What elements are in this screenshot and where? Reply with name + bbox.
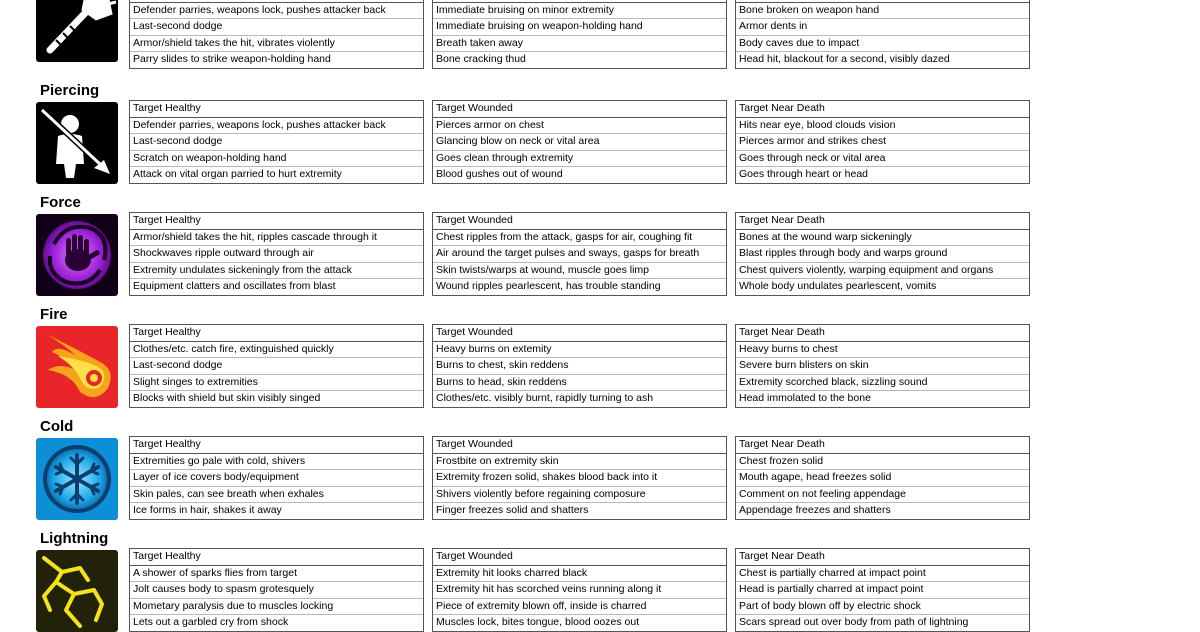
table-row: Mometary paralysis due to muscles locking (130, 599, 423, 616)
table-row: Mouth agape, head freezes solid (736, 470, 1029, 487)
table-row: Goes through neck or vital area (736, 151, 1029, 168)
table-row: Equipment clatters and oscillates from blast (133, 280, 336, 292)
section-title: Fire (40, 306, 68, 323)
table-row: Hits near eye, blood clouds vision (736, 118, 1029, 135)
section-title: Cold (40, 418, 74, 435)
section-title: Force (40, 194, 81, 211)
table-row: Defender parries, weapons lock, pushes attacker back (130, 118, 423, 135)
table-row: Armor/shield takes the hit, vibrates violently (130, 36, 423, 53)
table-row: Layer of ice covers body/equipment (130, 470, 423, 487)
table-row: Blood gushes out of wound (436, 168, 563, 180)
table-target-near-death (735, 100, 1030, 184)
table-row: Last-second dodge (130, 358, 423, 375)
table-row: Chest frozen solid (736, 454, 1029, 471)
table-row: Frostbite on extremity skin (433, 454, 726, 471)
table-target-wounded (432, 436, 727, 520)
table-target-healthy (129, 324, 424, 408)
table-row: Burns to chest, skin reddens (433, 358, 726, 375)
fireball-icon (36, 326, 118, 408)
table-row: Finger freezes solid and shatters (436, 504, 589, 516)
table-row: Extremities go pale with cold, shivers (130, 454, 423, 471)
column-header: Target Wounded (433, 325, 726, 342)
column-header: Target Near Death (736, 101, 1029, 118)
table-row: Heavy burns on extemity (433, 342, 726, 359)
table-row: Head hit, blackout for a second, visibly dazed (739, 53, 950, 65)
table-row: Muscles lock, bites tongue, blood oozes out (436, 616, 640, 628)
table-row: Lets out a garbled cry from shock (133, 616, 289, 628)
table-row: Head is partially charred at impact point (736, 582, 1029, 599)
column-header: Target Near Death (736, 213, 1029, 230)
table-row: Breath taken away (433, 36, 726, 53)
table-row: Air around the target pulses and sways, gasps for breath (433, 246, 726, 263)
table-row: Extremity hit looks charred black (433, 566, 726, 583)
column-header: Target Healthy (130, 325, 423, 342)
table-row: Ice forms in hair, shakes it away (133, 504, 282, 516)
table-row: Severe burn blisters on skin (736, 358, 1029, 375)
table-row: Parry slides to strike weapon-holding hand (133, 53, 331, 65)
table-row: Clothes/etc. visibly burnt, rapidly turning to ash (436, 392, 654, 404)
column-header: Target Healthy (130, 549, 423, 566)
table-target-near-death (735, 548, 1030, 632)
column-header: Target Near Death (736, 437, 1029, 454)
table-target-healthy (129, 212, 424, 296)
table-row: Chest is partially charred at impact point (736, 566, 1029, 583)
table-target-near-death (735, 0, 1030, 69)
table-row: Armor dents in (736, 19, 1029, 36)
table-row: Pierces armor on chest (433, 118, 726, 135)
table-row: Goes through heart or head (739, 168, 869, 180)
table-row: Extremity undulates sickeningly from the attack (130, 263, 423, 280)
table-row: Bone broken on weapon hand (736, 3, 1029, 20)
table-target-wounded (432, 0, 727, 69)
column-header: Target Near Death (736, 549, 1029, 566)
force-hand-icon (36, 214, 118, 296)
section-title: Piercing (40, 82, 100, 99)
table-row: Extremity scorched black, sizzling sound (736, 375, 1029, 392)
column-header: Target Wounded (433, 101, 726, 118)
snowflake-icon (36, 438, 118, 520)
table-row: Body caves due to impact (736, 36, 1029, 53)
table-row: Glancing blow on neck or vital area (433, 134, 726, 151)
column-header: Target Wounded (433, 549, 726, 566)
column-header: Target Healthy (130, 437, 423, 454)
table-row: Goes clean through extremity (433, 151, 726, 168)
table-row: Wound ripples pearlescent, has trouble standing (436, 280, 661, 292)
table-target-healthy (129, 436, 424, 520)
lightning-icon (36, 550, 118, 632)
table-row: Attack on vital organ parried to hurt extremity (133, 168, 342, 180)
table-row: Extremity frozen solid, shakes blood back into it (433, 470, 726, 487)
table-row: Last-second dodge (130, 134, 423, 151)
column-header: Target Wounded (433, 437, 726, 454)
table-target-healthy (129, 548, 424, 632)
table-row: Jolt causes body to spasm grotesquely (130, 582, 423, 599)
table-row: Armor/shield takes the hit, ripples cascade through it (130, 230, 423, 247)
table-target-wounded (432, 548, 727, 632)
table-row: Skin twists/warps at wound, muscle goes limp (433, 263, 726, 280)
table-row: Immediate bruising on weapon-holding hand (433, 19, 726, 36)
table-row: Clothes/etc. catch fire, extinguished quickly (130, 342, 423, 359)
table-row: Chest ripples from the attack, gasps for air, coughing fit (433, 230, 726, 247)
table-row: Appendage freezes and shatters (739, 504, 891, 516)
table-target-wounded (432, 324, 727, 408)
table-row: Scratch on weapon-holding hand (130, 151, 423, 168)
table-row: Blocks with shield but skin visibly singed (133, 392, 321, 404)
table-target-healthy (129, 100, 424, 184)
table-row: Head immolated to the bone (739, 392, 871, 404)
pierced-figure-icon (36, 102, 118, 184)
table-row: Bones at the wound warp sickeningly (736, 230, 1029, 247)
table-row: Comment on not feeling appendage (736, 487, 1029, 504)
table-row: Defender parries, weapons lock, pushes attacker back (130, 3, 423, 20)
column-header: Target Healthy (130, 101, 423, 118)
table-row: Part of body blown off by electric shock (736, 599, 1029, 616)
table-target-wounded (432, 212, 727, 296)
table-target-near-death (735, 324, 1030, 408)
column-header: Target Wounded (433, 213, 726, 230)
table-row: Pierces armor and strikes chest (736, 134, 1029, 151)
table-row: Skin pales, can see breath when exhales (130, 487, 423, 504)
table-row: Slight singes to extremities (130, 375, 423, 392)
section-title: Lightning (40, 530, 109, 547)
table-row: Shockwaves ripple outward through air (130, 246, 423, 263)
table-target-near-death (735, 212, 1030, 296)
table-row: Extremity hit has scorched veins running along it (433, 582, 726, 599)
table-row: Last-second dodge (130, 19, 423, 36)
table-row: Heavy burns to chest (736, 342, 1029, 359)
table-row: Blast ripples through body and warps ground (736, 246, 1029, 263)
table-row: Piece of extremity blown off, inside is charred (433, 599, 726, 616)
table-row: Whole body undulates pearlescent, vomits (739, 280, 937, 292)
column-header: Target Near Death (736, 325, 1029, 342)
table-row: Immediate bruising on minor extremity (433, 3, 726, 20)
table-row: Bone cracking thud (436, 53, 526, 65)
table-row: Scars spread out over body from path of lightning (739, 616, 969, 628)
table-row: Burns to head, skin reddens (433, 375, 726, 392)
table-row: Chest quivers violently, warping equipment and organs (736, 263, 1029, 280)
table-target-near-death (735, 436, 1030, 520)
table-target-wounded (432, 100, 727, 184)
table-target-healthy (129, 0, 424, 69)
column-header: Target Healthy (130, 213, 423, 230)
mace-icon (36, 0, 118, 62)
table-row: A shower of sparks flies from target (130, 566, 423, 583)
table-row: Shivers violently before regaining composure (433, 487, 726, 504)
